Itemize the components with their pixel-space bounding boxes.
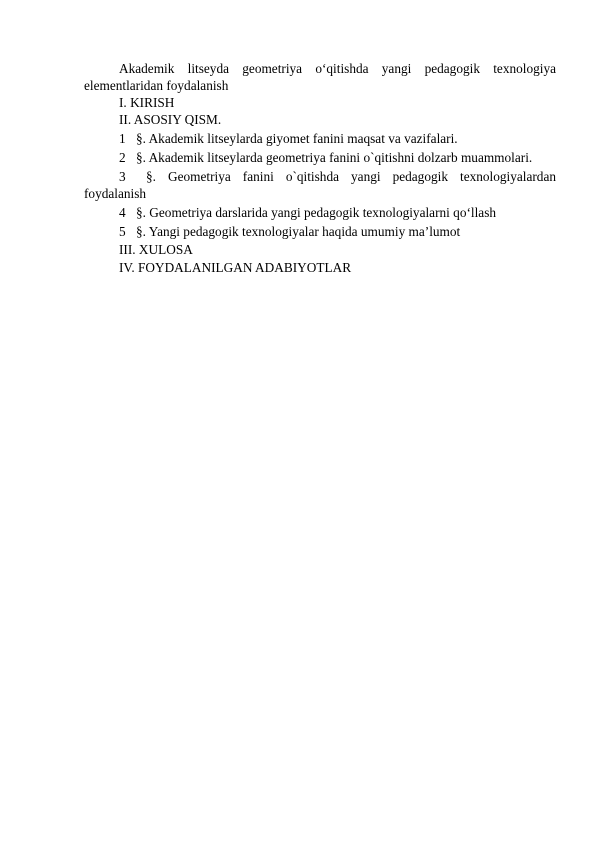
toc-item-1-text: §. Akademik litseylarda giyomet fanini maqsat va vazifalari. xyxy=(136,131,458,146)
toc-item-references: IV. FOYDALANILGAN ADABIYOTLAR xyxy=(119,260,352,275)
toc-item-main-part: II. ASOSIY QISM. xyxy=(119,112,222,127)
document-title-line-2: elementlaridan foydalanish xyxy=(84,78,229,93)
toc-item-introduction: I. KIRISH xyxy=(119,95,175,110)
toc-item-conclusion: III. XULOSA xyxy=(119,242,193,257)
toc-item-5-text: §. Yangi pedagogik texnologiyalar haqida umumiy ma’lumot xyxy=(136,224,461,239)
toc-item-4-text: §. Geometriya darslarida yangi pedagogik texnologiyalarni qo‘llash xyxy=(136,205,497,220)
toc-item-2-number: 2 xyxy=(119,150,126,165)
toc-item-5-number: 5 xyxy=(119,224,126,239)
toc-item-4-number: 4 xyxy=(119,205,126,220)
toc-item-2-text: §. Akademik litseylarda geometriya fanini o`qitishni dolzarb muammolari. xyxy=(136,150,533,165)
toc-item-3-text-line-1: §. Geometriya fanini o`qitishda yangi pedagogik texnologiyalardan xyxy=(146,169,556,184)
toc-item-1-number: 1 xyxy=(119,131,126,146)
toc-item-3-text-line-2: foydalanish xyxy=(84,186,147,201)
toc-item-3-number: 3 xyxy=(119,169,126,184)
document-title-line-1: Akademik litseyda geometriya o‘qitishda yangi pedagogik texnologiya xyxy=(119,61,556,76)
